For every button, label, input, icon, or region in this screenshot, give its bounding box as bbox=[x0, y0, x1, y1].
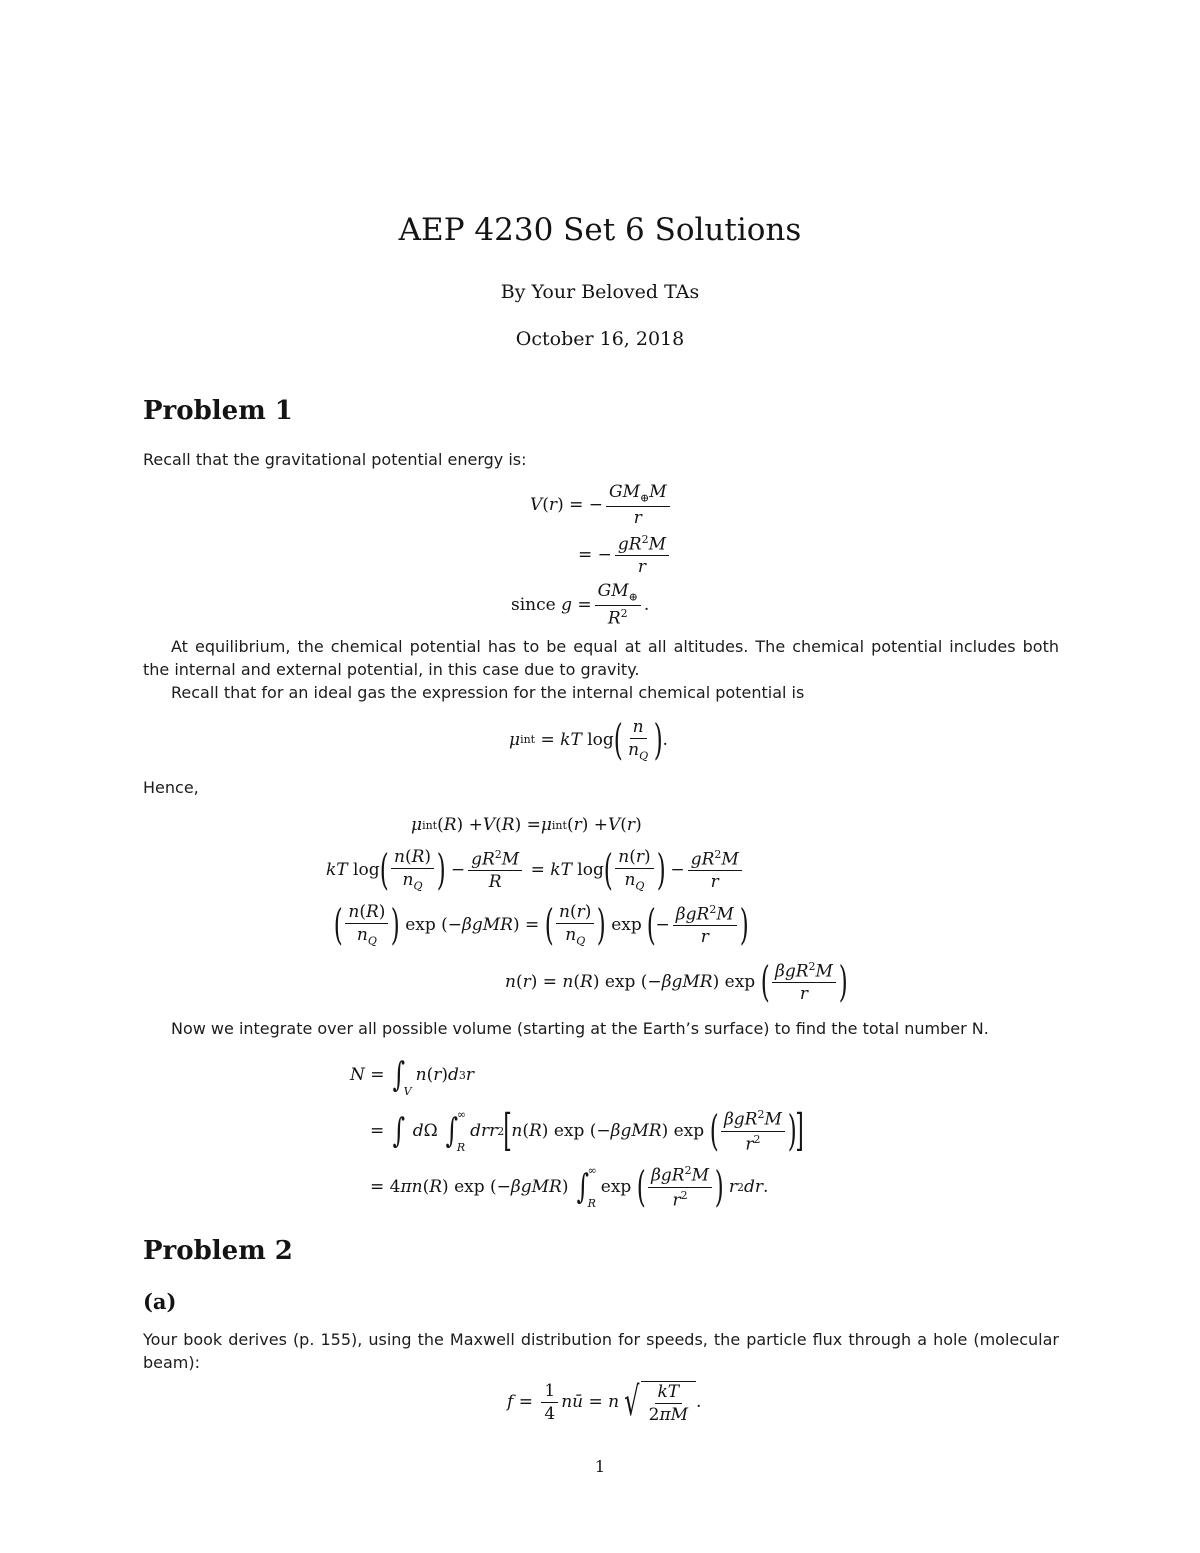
page-number: 1 bbox=[594, 1457, 606, 1476]
problem-2-heading: Problem 2 bbox=[143, 1236, 293, 1266]
problem-1-paragraph-ideal-gas: Recall that for an ideal gas the expression for the internal chemical potential is bbox=[171, 683, 805, 702]
equation-mu-int: μ int = kT log ( $\frac{n}{n_Q}$ ) . bbox=[509, 714, 668, 764]
equation-particle-flux: f = $\frac{1}{4}$ nū = n √ $\frac{kT}{2\pi M}$ . bbox=[507, 1379, 702, 1425]
document-date: October 16, 2018 bbox=[515, 328, 685, 350]
document-author: By Your Beloved TAs bbox=[500, 281, 700, 303]
document-title: AEP 4230 Set 6 Solutions bbox=[398, 212, 802, 248]
problem-1-paragraph-equilibrium: At equilibrium, the chemical potential has to be equal at all altitudes. The chemical potential includes both the internal and external potential, in this case due to gravity. bbox=[143, 637, 1059, 679]
problem-1-paragraph-integrate: Now we integrate over all possible volume (starting at the Earth’s surface) to find the total number N. bbox=[171, 1019, 989, 1038]
hence-label: Hence, bbox=[143, 778, 199, 797]
problem-1-heading: Problem 1 bbox=[143, 396, 293, 426]
problem-1-intro: Recall that the gravitational potential energy is: bbox=[143, 450, 527, 469]
since-label: since bbox=[511, 594, 556, 615]
problem-2-part-a-heading: (a) bbox=[143, 1289, 177, 1314]
problem-2-paragraph-flux: Your book derives (p. 155), using the Maxwell distribution for speeds, the particle flux through a hole (molecular beam): bbox=[143, 1330, 1059, 1372]
